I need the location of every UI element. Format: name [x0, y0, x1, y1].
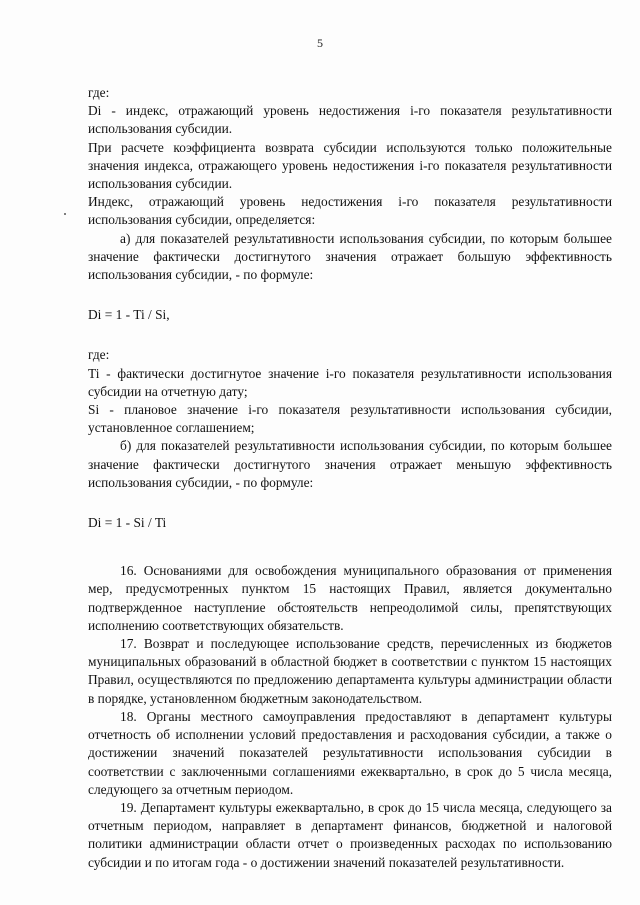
clause-17: 17. Возврат и последующее использование средств, перечисленных из бюджетов муниципальных образований в областной бюджет в соответствии с пунктом 15 настоящих Правил, осуществляются по предложению департамента культуры администрации области в порядке, установленном бюджетным законодательством. [88, 636, 612, 706]
document-body [88, 84, 612, 872]
formula-a: Di = 1 - Ti / Si, [88, 307, 170, 323]
where-label-1: где: [88, 85, 110, 100]
clause-16: 16. Основаниями для освобождения муниципального образования от применения мер, предусмотренных пунктом 15 настоящих Правил, является документально подтвержденное наступление обстоятельств непреодолимой силы, препятствующих исполнению соответствующих обязательств. [88, 563, 612, 633]
case-b-paragraph: б) для показателей результативности использования субсидии, по которым большее значение фактически достигнутого значения отражает меньшую эффективность использования субсидии, - по формуле: [88, 438, 612, 490]
positive-values-note: При расчете коэффициента возврата субсидии используются только положительные значения индекса, отражающего уровень недостижения i-го показателя результативности использования субсидии. [88, 139, 612, 192]
case-a-paragraph: а) для показателей результативности использования субсидии, по которым большее значение фактически достигнутого значения отражает большую эффективность использования субсидии, - по формуле: [88, 230, 612, 283]
scan-mark [64, 213, 66, 215]
spacer [88, 492, 612, 514]
clause-18: 18. Органы местного самоуправления предоставляют в департамент культуры отчетность об исполнении условий предоставления и расходования субсидии, а также о достижении значений показателей результативности использования субсидии в соответствии с заключенными соглашениями ежеквартально, в срок до 5 числа месяца, следующего за отчетным периодом. [88, 708, 612, 797]
page-number: 5 [317, 36, 323, 50]
formula-b: Di = 1 - Si / Ti [88, 515, 167, 531]
spacer [88, 324, 612, 346]
di-definition: Di - индекс, отражающий уровень недостижения i-го показателя результативности использования субсидии. [88, 103, 612, 137]
ti-definition: Ti - фактически достигнутое значение i-го показателя результативности использования субсидии на отчетную дату; [88, 365, 612, 399]
index-definition-intro: Индекс, отражающий уровень недостижения i-го показателя результативности использования субсидии, определяется: [88, 194, 612, 228]
spacer [88, 532, 612, 562]
si-definition: Si - плановое значение i-го показателя результативности использования субсидии, установленное соглашением; [88, 402, 612, 436]
spacer [88, 284, 612, 306]
clause-19: 19. Департамент культуры ежеквартально, в срок до 15 числа месяца, следующего за отчетным периодом, направляет в департамент финансов, бюджетной и налоговой политики администрации области отчет о произведенных расходах по использованию субсидии и по итогам года - о достижении значений показателей результативности. [88, 799, 612, 870]
where-label-2: где: [88, 347, 110, 363]
